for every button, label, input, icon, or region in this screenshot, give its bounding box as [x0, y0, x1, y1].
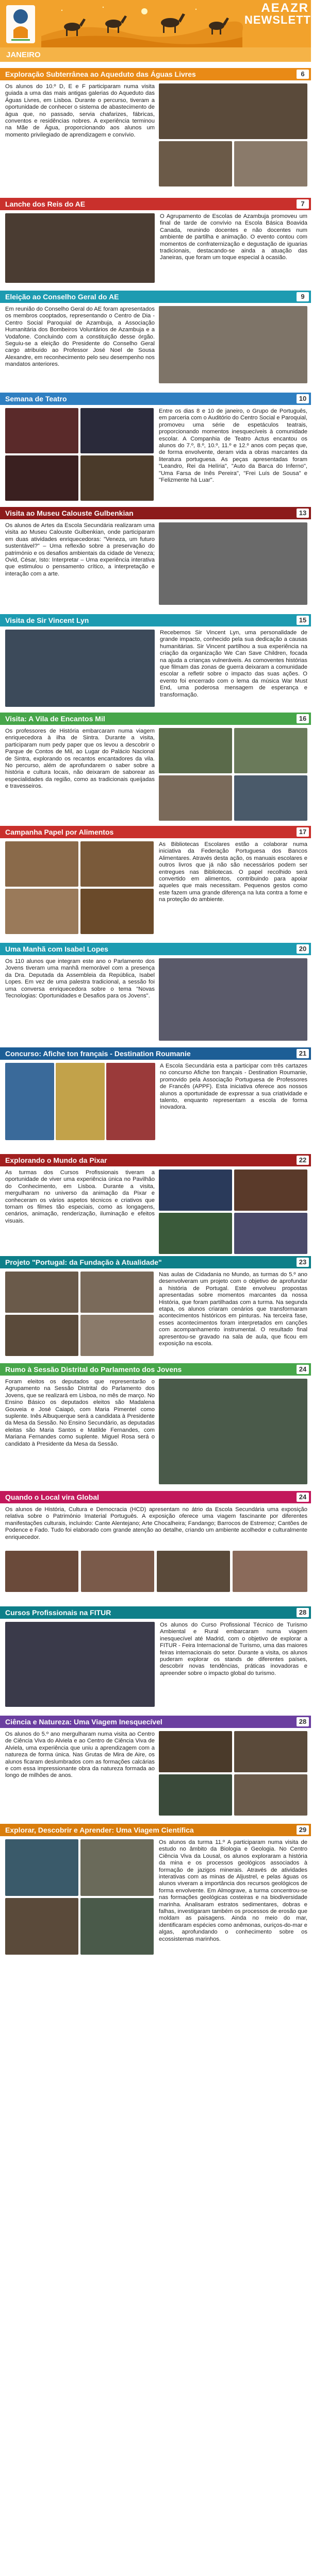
photo-stage-3 — [5, 455, 78, 501]
section-text: Os alunos de Artes da Escola Secundária realizaram uma visita ao Museu Calouste Gulbenkian, onde participaram em duas atividades enriquecedoras: "Veneza, um futuro sustentável?" – Uma reflexão sobre a preservação do património e os desafios ambientais da cidade de Veneza; Ovid, César, Isto: Interpretar – Uma experiência interativa que estimulou o pensamento crítico, a interpretação e interação com a arte. — [5, 522, 155, 577]
photo-exhibit-3 — [157, 1551, 230, 1592]
photo-gulbenkian-museum — [159, 522, 307, 605]
section-header — [0, 614, 311, 626]
section-title: Cursos Profissionais na FITUR — [5, 1608, 111, 1617]
section-vincent-lyn — [0, 614, 311, 709]
photo-janeiras-group — [5, 213, 155, 283]
section-lanche-reis — [0, 198, 311, 288]
section-title: Quando o Local vira Global — [5, 1493, 100, 1501]
section-text: Entre os dias 8 e 10 de janeiro, o Grupo de Português, em parceria com o Auditório do Centro Social e Paroquial, promoveu uma série de espetáculos teatrais, proporcionando momentos inesquecíveis à comunidade escolar. A Companhia de Teatro Actus encantou os alunos do 7.º, 8.º, 10.º, 11.º e 12.º anos com peças que, de forma envolvente, deram vida a obras marcantes da literatura portuguesa. As peças apresentadas foram "Leandro, Rei da Helíria", "Auto da Barca do Inferno", "Uma Farsa de Inês Pereira", "Frei Luís de Sousa" e "Felizmente há Luar". — [159, 408, 307, 484]
section-title: Explorando o Mundo da Pixar — [5, 1156, 107, 1164]
section-date: 10 — [297, 394, 309, 403]
photo-fitur-madrid — [5, 1622, 155, 1707]
section-fitur — [0, 1606, 311, 1709]
photo-pixar-4 — [234, 1213, 307, 1254]
section-text: Os alunos do Curso Profissional Técnico de Turismo Ambiental e Rural embarcaram numa viagem inesquecível até Madrid, com o objetivo de explorar a FITUR - Feira Internacional de Turismo, uma das maiores feiras internacionais do setor. Durante a visita, os alunos puderam explorar os stands de diferentes países, descobrir novas tendências, práticas inovadoras e apreender sobre o impacto global do turismo. — [160, 1622, 308, 1676]
section-date: 23 — [297, 1258, 309, 1267]
section-title: Projeto "Portugal: da Fundação à Atualidade" — [5, 1258, 162, 1266]
section-text: Os alunos do 5.º ano mergulharam numa visita ao Centro de Ciência Viva do Alviela e ao Centro de Ciência Viva de Alviela, uma experiência que uniu a aprendizagem com a natureza de forma única. Nas Grutas de Mira de Aire, os alunos ficaram deslumbrados com as formações calcárias e com essa impressionante obra da natureza formada ao longo de milhões de anos. — [5, 1731, 155, 1779]
brand-title: NEWSLETTER — [244, 13, 328, 26]
section-title: Visita: A Vila de Encantos Mil — [5, 715, 105, 723]
photo-sintra-1 — [159, 728, 232, 773]
section-title: Concurso: Afiche ton français - Destination Roumanie — [5, 1049, 191, 1058]
section-header — [0, 68, 311, 80]
photo-sintra-3 — [159, 775, 232, 821]
photo-stage-4 — [80, 455, 154, 501]
photo-stage-2 — [80, 408, 154, 453]
section-text: Nas aulas de Cidadania no Mundo, as turmas do 5.º ano desenvolveram um projeto com o objetivo de aprofundar a história de Portugal. Este envolveu propostas apresentadas sobre momentos marcantes da nossa História, que foram partilhadas com a turma. Na segunda etapa, os alunos criaram cenários que transformaram acontecimentos históricos em pinturas. Na terceira fase, esses acontecimentos foram interpretados em canções com acompanhamento instrumental. O resultado final apresentou-se gravado na sala de aula, que ficou em exposição na escola. — [159, 1272, 307, 1347]
newsletter-brand — [244, 1, 328, 26]
section-parlamento-jovens — [0, 1363, 311, 1487]
section-papel-alimentos — [0, 826, 311, 942]
section-teatro — [0, 393, 311, 503]
section-title: Explorar, Descobrir e Aprender: Uma Viagem Científica — [5, 1826, 194, 1834]
photo-grutas-1 — [159, 1731, 232, 1772]
photo-council-meeting — [159, 306, 307, 383]
photo-pixar-3 — [159, 1213, 232, 1254]
photo-mine-1 — [5, 1898, 78, 1955]
section-date: 24 — [297, 1365, 309, 1374]
photo-coast-2 — [80, 1839, 154, 1896]
section-title: Visita de Sir Vincent Lyn — [5, 616, 89, 624]
section-title: Lanche dos Reis do AE — [5, 200, 86, 208]
photo-sintra-2 — [234, 728, 307, 773]
poster-1 — [5, 1063, 54, 1140]
section-date: 16 — [297, 714, 309, 723]
section-text: A Escola Secundária esta a participar com três cartazes no concurso Afiche ton français - Destination Roumanie, promovido pela Associação Portuguesa de Professores de Francês (APPF). Esta iniciativa oferece aos nossos alunos a oportunidade de expressar a sua criatividade e talento, enquanto representam a escola de forma inovadora. — [160, 1063, 307, 1111]
section-date: 21 — [297, 1049, 309, 1058]
section-text: As turmas dos Cursos Profissionais tiveram a oportunidade de viver uma experiência única no Pavilhão do Conhecimento, em Lisboa. Durante a visita, mergulharam no universo da animação da Pixar e conheceram os vários aspetos técnicos e criativos que tornam os filmes tão especiais, como as longagens, cenários, animação, renderização, iluminação e efeitos visuais. — [5, 1170, 155, 1224]
section-date: 17 — [297, 827, 309, 837]
section-text: Os 110 alunos que integram este ano o Parlamento dos Jovens tiveram uma manhã memorável com a presença da Dra. Deputada da Assembleia da República, Isabel Lopes. Em vez de uma palestra tradicional, a sessão foi uma conversa enriquecedora sobre o tema "Novas Tecnologias: Oportunidades e Desafios para os Jovens". — [5, 958, 155, 999]
photo-vincent-lyn-talk — [5, 630, 155, 707]
section-gulbenkian — [0, 507, 311, 610]
section-date: 13 — [297, 509, 309, 518]
section-header — [0, 943, 311, 955]
section-header — [0, 1606, 311, 1619]
section-header — [0, 1716, 311, 1728]
section-sintra — [0, 713, 311, 823]
poster-2 — [56, 1063, 105, 1140]
section-afiche-francais — [0, 1047, 311, 1143]
section-pixar — [0, 1154, 311, 1257]
section-header — [0, 1047, 311, 1060]
section-title: Campanha Papel por Alimentos — [5, 828, 114, 836]
section-header — [0, 713, 311, 725]
section-title: Rumo à Sessão Distrital do Parlamento dos Jovens — [5, 1365, 182, 1374]
section-header — [0, 507, 311, 519]
photo-grutas-2 — [234, 1731, 307, 1772]
section-date: 28 — [297, 1608, 309, 1617]
section-text: Os alunos do 10.º D, E e F participaram numa visita guiada a uma das mais antigas galerias do Aqueduto das Águas Livres, em Lisboa. Durante o percurso, tiveram a oportunidade de conhecer o sistema de abastecimento de água que, no passado, servia chafarizes, fábricas, conventos e residências nobres. A experiência terminou na Mãe de Água, proporcionando aos alunos um momento privilegiado de aprendizagem e convívio. — [5, 83, 155, 138]
section-date: 20 — [297, 944, 309, 954]
photo-elected-deputies — [159, 1379, 307, 1484]
newsletter-header — [0, 0, 328, 47]
section-text: As Bibliotecas Escolares estão a colaborar numa iniciativa da Federação Portuguesa dos Bancos Alimentares. Através desta ação, os manuais escolares e outros livros que já não são necessários podem ser entregues nas Bibliotecas. O papel recolhido será convertido em alimentos, contribuindo para apoiar aqueles que mais necessitam. Pequenos gestos como este fazem uma grande diferença na luta contra a fome e na proteção do ambiente. — [159, 841, 307, 903]
section-header — [0, 1154, 311, 1166]
section-date: 22 — [297, 1156, 309, 1165]
photo-books-1 — [5, 841, 78, 887]
photo-books-2 — [80, 841, 154, 887]
desert-caravan-illustration — [41, 0, 242, 47]
photo-pixar-1 — [159, 1170, 232, 1211]
section-text: Os alunos da turma 11.º A participaram numa visita de estudo no âmbito da Biologia e Geologia. No Centro Ciência Viva da Lousal, os alunos exploraram a história da mina e os processos geológicos associados à formação de jazigos minerais. Através de atividades interativas com as minas de Aljustrel, e pelas águas os alunos viveram a importância dos recursos geológicos de forma envolvente. Em Almograve, a turma concentrou-se nas formações geológicas costeiras e na biodiversidade marinha. Analisaram estratos sedimentares, dobras e falhas, investigaram também os processos de erosão que moldam as paisagens. Ainda no meio do mar, identificaram espécies como anêmonas, ouriços-do-mar e algas, aprofundando o conhecimento sobre os ecossistemas marinhos. — [159, 1839, 307, 1942]
section-isabel-lopes — [0, 943, 311, 1046]
section-text: Os professores de História embarcaram numa viagem enriquecedora à ilha de Sintra. Durante a visita, participaram num pedy paper que os levou a descobrir o Parque de Contos de Mil, ao Lugar do Palácio Nacional de Sintra, explorando os recantos encantadores da vila. No percurso, além de aprofundarem o saber sobre a história e cultura locais, não deixaram de saborear as especialidades da região, como as tradicionais queijadas e travesseiros. — [5, 728, 155, 790]
section-header — [0, 1256, 311, 1268]
section-title: Visita ao Museu Calouste Gulbenkian — [5, 509, 134, 517]
section-aqueduto — [0, 68, 311, 202]
poster-3 — [106, 1063, 155, 1140]
photo-sintra-4 — [234, 775, 307, 821]
photo-class-3 — [5, 1315, 78, 1356]
section-date: 6 — [297, 70, 309, 79]
section-date: 9 — [297, 292, 309, 301]
section-ciencia-natureza — [0, 1716, 311, 1819]
section-viagem-cientifica — [0, 1824, 311, 1958]
section-header — [0, 393, 311, 405]
section-header — [0, 826, 311, 838]
section-text: Recebemos Sir Vincent Lyn, uma personalidade de grande impacto, conhecido pela sua dedicação a causas humanitárias. Sir Vincent partilhou a sua experiência na criação da organização We Can Save Children, focada na ajuda a crianças vulneráveis. As comoventes histórias que filmam das zonas de guerra deixaram a comunidade escolar a refletir sobre o impacto das suas ações. O evento foi encerrado com o lema da música War Must End, uma poderosa mensagem de esperança e transformação. — [160, 630, 307, 698]
section-header — [0, 291, 311, 303]
photo-class-1 — [5, 1272, 78, 1313]
section-date: 29 — [297, 1825, 309, 1835]
section-portugal-projeto — [0, 1256, 311, 1359]
section-text: Foram eleitos os deputados que representarão o Agrupamento na Sessão Distrital do Parlamento dos Jovens, que se realizará em Lisboa, no mês de março. No Ensino Básico os deputados eleitos são Madalena Gouveia e José Caiapó, com Maria Pimentel como suplente. Inês Albuquerque será a candidata à Presidente da Mesa da Sessão. No Ensino Secundário, as deputadas eleitas são Maria Santos e Matilde Fernandes, com Mariana Fernandes como suplente. Miguel Rosa será o candidato à Presidente da Mesa da Sessão. — [5, 1379, 155, 1447]
section-title: Eleição ao Conselho Geral do AE — [5, 293, 119, 301]
photo-class-4 — [80, 1315, 154, 1356]
section-title: Uma Manhã com Isabel Lopes — [5, 945, 108, 953]
section-conselho-geral — [0, 291, 311, 388]
photo-stage-1 — [5, 408, 78, 453]
section-header — [0, 1824, 311, 1836]
section-header — [0, 198, 311, 210]
section-text: Os alunos de História, Cultura e Democracia (HCD) apresentam no átrio da Escola Secundária uma exposição relativa sobre o Património Imaterial Português. A exposição oferece uma viagem fascinante por diferentes manifestações culturais, incluindo: Cante Alentejano; Arte Chocalheira; Fandango; Barrocos de Estremoz; Cantões de Podence e Fado. Tudo foi elaborado com grande atenção ao detalhe, criando um ambiente acolhedor e culturalmente enriquecedor. — [5, 1506, 307, 1540]
photo-coast-1 — [5, 1839, 78, 1896]
photo-exhibit-4 — [233, 1551, 307, 1592]
month-banner — [0, 47, 311, 62]
photo-students-tunnel — [159, 141, 232, 187]
section-date: 7 — [297, 199, 309, 209]
section-date: 28 — [297, 1717, 309, 1726]
photo-books-4 — [80, 889, 154, 934]
section-title: Exploração Subterrânea ao Aqueduto das Águas Livres — [5, 70, 196, 78]
photo-class-2 — [80, 1272, 154, 1313]
section-date: 24 — [297, 1493, 309, 1502]
section-local-global — [0, 1491, 311, 1594]
section-date: 15 — [297, 616, 309, 625]
photo-aqueduct-gallery — [159, 83, 307, 139]
section-header — [0, 1363, 311, 1376]
section-title: Ciência e Natureza: Uma Viagem Inesquecível — [5, 1718, 162, 1726]
brand-acronym: AEAZR — [261, 1, 309, 15]
section-title: Semana de Teatro — [5, 395, 67, 403]
photo-grutas-3 — [159, 1774, 232, 1816]
section-header — [0, 1491, 311, 1503]
section-text: O Agrupamento de Escolas de Azambuja promoveu um final de tarde de convívio na Escola Básica Boavida Canada, reunindo docentes e não docentes num ambiente de partilha e animação. O evento contou com momentos de confraternização e degustação de iguarias tradicionais, destacando-se ainda a atuação das Janeiras, que foram um toque especial à ocasião. — [160, 213, 307, 261]
section-text: Em reunião do Conselho Geral do AE foram apresentados os membros cooptados, representando o Centro de Dia - Centro Social Paroquial de Azambuja, a Associação Humanitária dos Bombeiros Voluntários de Azambuja e a Vodafone. Concluindo com a constituição desse órgão. Seguiu-se a eleição do Presidente do Conselho Geral cargo atribuído ao Professor José Noel de Sousa Alexandre, em reconhecimento pelo seu desempenho nos mandatos anteriores. — [5, 306, 155, 368]
photo-isabel-lopes-session — [159, 958, 307, 1041]
photo-books-3 — [5, 889, 78, 934]
photo-mine-2 — [80, 1898, 154, 1955]
photo-exhibit-2 — [81, 1551, 154, 1592]
school-logo — [6, 5, 35, 43]
month-label: JANEIRO — [6, 50, 41, 59]
photo-exhibit-1 — [5, 1551, 78, 1592]
photo-grutas-4 — [234, 1774, 307, 1816]
photo-pixar-2 — [234, 1170, 307, 1211]
photo-mae-de-agua — [234, 141, 307, 187]
